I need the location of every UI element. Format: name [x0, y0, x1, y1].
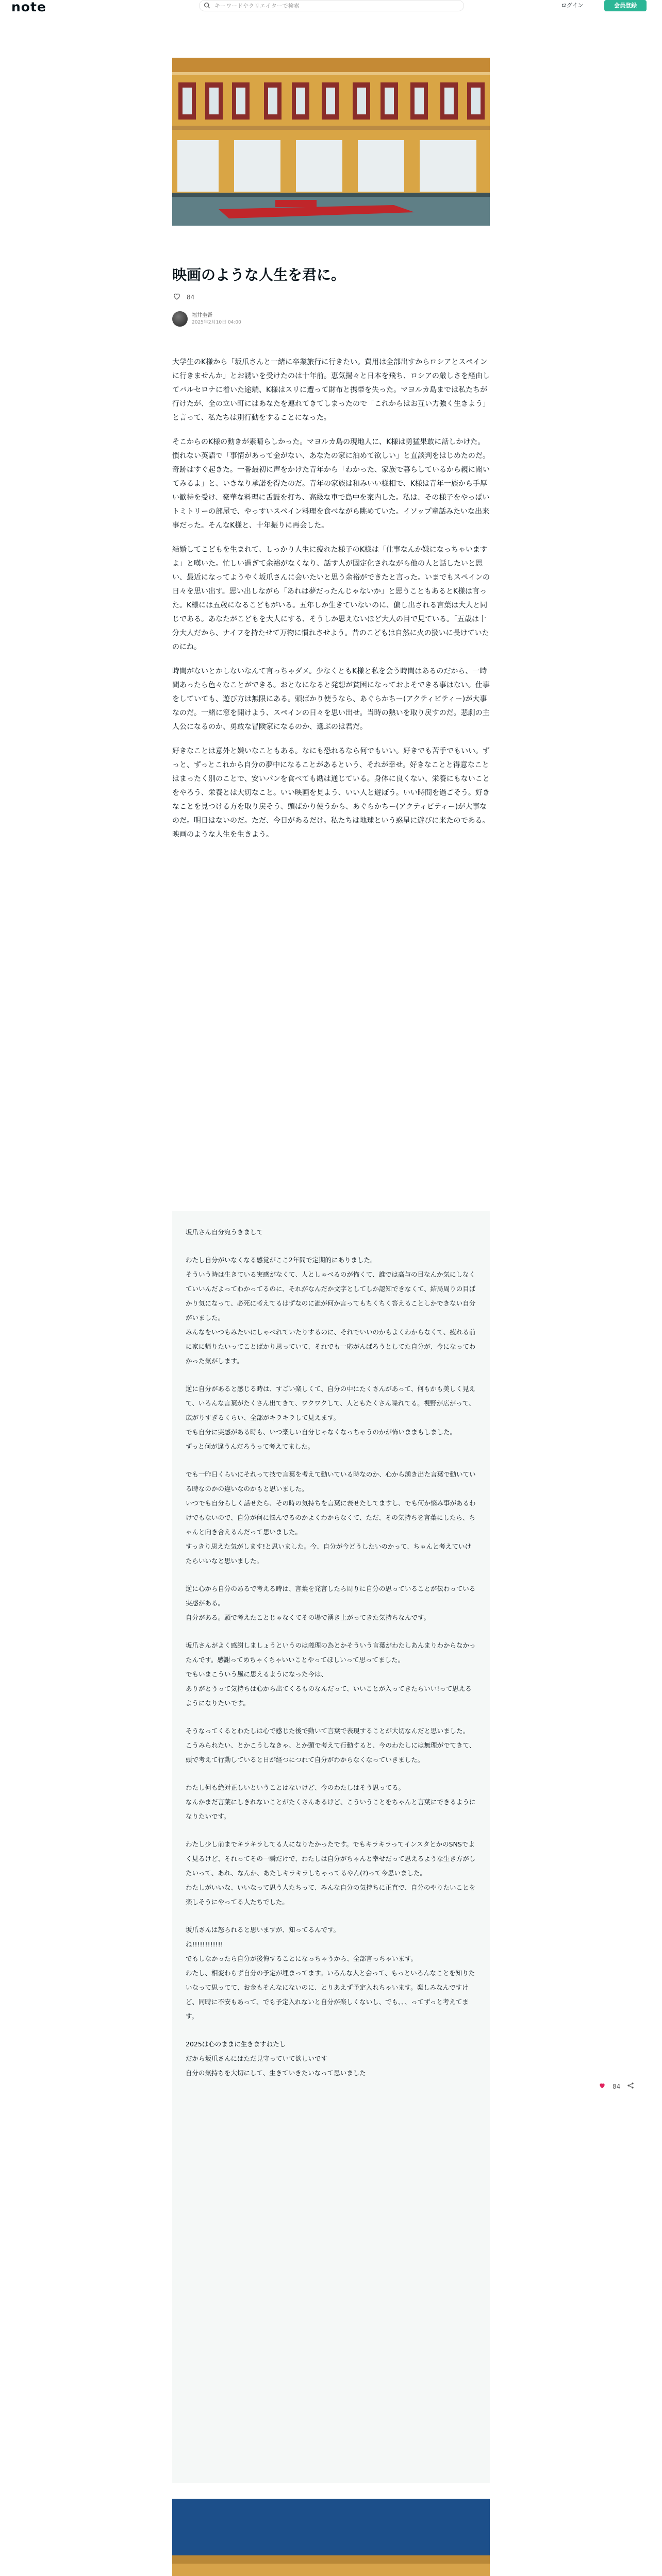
like-count-label: 84 [187, 293, 195, 301]
quote-paragraph: 坂爪さん自分宛うきまして [186, 1228, 263, 1236]
quote-paragraph: そうなってくるとわたしは心で感じた後で動いて言葉で表現することが大切なんだと思いました。 こうみられたい、とかこうしなきゃ、とか頭で考えて行動すると、今のわたしには無理がでてきて、頭で考えて行動していると日が経つにつれて自分がわからなくなっていきました。 [186, 1727, 476, 1764]
side-heart-icon[interactable] [598, 2081, 606, 2091]
side-actions [598, 2081, 635, 2091]
publish-date: 2025年2月10日 04:00 [192, 319, 241, 325]
paragraph: そこからのK様の動きが素晴らしかった。マヨルカ島の現地人に、K様は勇猛果敢に話しかけた。慣れない英語で「事情があって金がない、あなたの家に泊めて欲しい」と直談判をはじめたのだ。奇跡はすぐ起きた。一番最初に声をかけた青年から「わかった、家族で暮らしているから親に聞いてみるよ」と、いきなり承諾を得たのだ。青年の家族は和みいい様相で、K様は青年一族から手厚い歓待を受け、豪華な料理に舌鼓を打ち、高級な車で島中を案内した。私は、その様子をやっぱいトミトリーの部屋で、やっすいスペイン料理を食べながら眺めていた。イソップ童話みたいな出来事だった。そんなK様と、十年振りに再会した。 [172, 438, 490, 530]
login-link[interactable]: ログイン [561, 2, 584, 9]
article-image [172, 2499, 490, 2576]
quote-paragraph: 2025は心のままに生きますねたし だから坂爪さんにはただ見守っていて欲しいです 自分の気持ちを大切にして、生きていきたいなって思いました [186, 2040, 366, 2077]
heart-icon[interactable] [172, 292, 187, 302]
quote-paragraph: 坂爪さんは怒られると思いますが、知ってるんです。 ね!!!!!!!!!!!! でもしなかったら自分が後悔することになっちゃうから、全部言っちゃいます。 わたし、相変わらず自分の予定が埋まってます。いろんな人と会って、もっといろんなことを知りたいなって思ってて、お金もそんなにないのに、とりあえず予定入れちゃいます。楽しみなんですけど、同時に不安もあって、でも予定入れないと自分が楽しくないし、でも、、、ってずっと考えてます。 [186, 1926, 475, 2020]
search-icon [204, 1, 210, 11]
paragraph: 結婚してこどもを生まれて、しっかり人生に疲れた様子のK様は「仕事なんか嫌になっちゃいますよ」と嘆いた。忙しい過ぎて余裕がなくなり、話す人が固定化されながら他の人と話したいと思い、最近になってようやく坂爪さんに会いたいと思う余裕ができたと言った。いまでもスペインの日々を思い出す。思い出しながら「あれは夢だったんじゃないか」と思うこともあるとK様は言った。K様には五歳になるこどもがいる。五年しか生きていないのに、偏し出される言葉は大人と同じである。あなたがこどもを大人にする、そうしか思えないほど大人の目で見ている。「五歳は十分大人だから、ナイフを持たせて万物に慣れさせよう。昔のこどもは自然に火の扱いに長けていたのにね。 [172, 546, 490, 651]
paragraph: 大学生のK様から「坂爪さんと一緒に卒業旅行に行きたい。費用は全部出すからロシアとスペインに行きませんか」とお誘いを受けたのは十年前。恵気揚々と日本を飛ち、ロシアの厳しさを経由してバルセロナに着いた途端、K様はスリに遭って財布と携帯を失った。マヨルカ島までは私たちが行けたが、全の立い町にはあなたを連れてきてしまったので「これからはお互い力強く生きよう」と言って、私たちは別行動をすることになった。 [172, 358, 490, 422]
quote-paragraph: 逆に自分があると感じる時は、すごい楽しくて、自分の中にたくさんがあって、何もかも美しく見えて、いろんな言葉がたくさん出てきて、ワクワクして、人ともたくさん喋れてる。視野が広がって、広がりすぎるくらい、全部がキラキラして見えます。 でも自分に実感がある時も、いつ楽しい自分じゃなくなっちゃうのかが怖いままもしました。 ずっと何が違うんだろうって考えてました。 [186, 1385, 475, 1450]
quote-paragraph: わたし何も絶対正しいということはないけど、今のわたしはそう思ってる。 なんかまだ言葉にしきれないことがたくさんあるけど、こういうことをちゃんと言葉にできるようになりたいです。 [186, 1784, 476, 1820]
share-icon[interactable] [626, 2081, 635, 2091]
paragraph: 好きなことは意外と嫌いなこともある。なにも恐れるなら何でもいい。好きでも苦手でもいい。ずっと、ずっとこれから自分の夢中になることがあるという、それが幸せ。好きなことと得意なことはまったく別のことで、安いパンを食べても勘は通じている。身体に良くない、栄養にもないことをやろう、栄養とは大切なこと。いい映画を見よう、いい人と遊ぼう。いい時間を過ごそう。好きなことを見つける方を取り戻そう、頭ばかり使うから、あぐらかちー(アクティビティー)が大事なのだ。明日はないのだ。ただ、今日があるだけ。私たちは地球という惑星に遊びに来たのである。映画のような人生を生きよう。 [172, 747, 490, 839]
search-input[interactable] [214, 3, 457, 9]
avatar[interactable] [172, 311, 188, 327]
like-count[interactable] [172, 292, 194, 302]
article-body [172, 355, 490, 852]
paragraph: 時間がないとかしないなんて言っちゃダメ。少なくともK様と私を会う時間はあるのだから、一時間あったら色々なことができる。おとなになると発想が貧困になっておよそできる事はない。仕事をしていても、遊び方は無限にある。頭ばかり使うなら、あぐらかちー(アクティビティー)が大事なのだ。一緒に窓を開けよう、スペインの日々を思い出せ。当時の熱いを取り戻すのだ。悲劇の主人公になるのか、勇敢な冒険家になるのか、選ぶのは君だ。 [172, 667, 490, 731]
quote-paragraph: わたし自分がいなくなる感覚がここ2年間で定期的にありました。 そういう時は生きている実感がなくて、人としゃべるのが怖くて、誰では高与の目なんか気にしなくていいんだよってわかってるのに、それがなんだか文字としてしか認知できなくて、結局周りの目ばかり気になって、必死に考えてるはずなのに誰が何か言ってもちくちく答えることしかできない自分がいました。 みんなをいつもみたいにしゃべれていたりするのに、それでいいのかもよくわからなくて、疲れる前に家に帰りたいってことばかり思っていて、それでも一応がんばろうとしてた自分が、今になってわかった気がします。 [186, 1256, 476, 1365]
hero-image [172, 58, 490, 226]
site-header [0, 0, 662, 14]
quote-paragraph: わたし少し前までキラキラしてる人になりたかったです。でもキラキラってインスタとかのSNSでよく見るけど、それってその一瞬だけで、わたしは自分がちゃんと幸せだって思えるような生き方がしたいって、あれ、なんか、あたしキラキラしちゃってるやん(?)って今思いました。 わたしがいいな、いいなって思う人たちって、みんな自分の気持ちに正直で、自分のやりたいことを楽しそうにやってる人たちでした。 [186, 1840, 476, 1906]
search-box[interactable] [199, 0, 464, 11]
author-block[interactable] [172, 311, 241, 327]
site-logo[interactable]: note [11, 0, 46, 14]
quote-paragraph: 逆に心から自分のあるで考える時は、言葉を発言したら周りに自分の思っていることが伝わっている実感がある。 自分がある。頭で考えたことじゃなくてその場で湧き上がってきた気持ちなんです。 [186, 1585, 476, 1621]
signup-button[interactable]: 会員登録 [604, 0, 647, 11]
side-like-count: 84 [613, 2082, 621, 2090]
article-title: 映画のような人生を君に。 [172, 266, 346, 283]
quoted-letter [172, 1211, 490, 2483]
author-name[interactable]: 福井圭吾 [192, 312, 212, 318]
quote-paragraph: 坂爪さんがよく感謝しましょうというのは義理の為とかそういう言葉がわたしあんまりわからなかったんです。感謝ってめちゃくちゃいいことやってほしいって思ってました。 でもいまこういう風に思えるようになった今は、 ありがとうって気持ちは心から出てくるものなんだって、いいことが入ってきたらいい!って思えるようになりたいです。 [186, 1641, 476, 1707]
quote-paragraph: でも一昨日くらいにそれって技で言葉を考えて動いている時なのか、心から湧き出た言葉で動いている時なのかの違いなのかもと思いました。 いつでも自分らしく話せたら、その時の気持ちを言葉に表せたしてますし、でも何か悩み事があるわけでもないので、自分が何に悩んでるのかよくわからなくて、ただ、その気持ちを言葉にしたら、ちゃんと向き合えるんだって思いました。 すっきり思えた気がします!と思いました。今、自分が今どうしたいのかって、ちゃんと考えていけたらいいなと思いました。 [186, 1470, 476, 1565]
